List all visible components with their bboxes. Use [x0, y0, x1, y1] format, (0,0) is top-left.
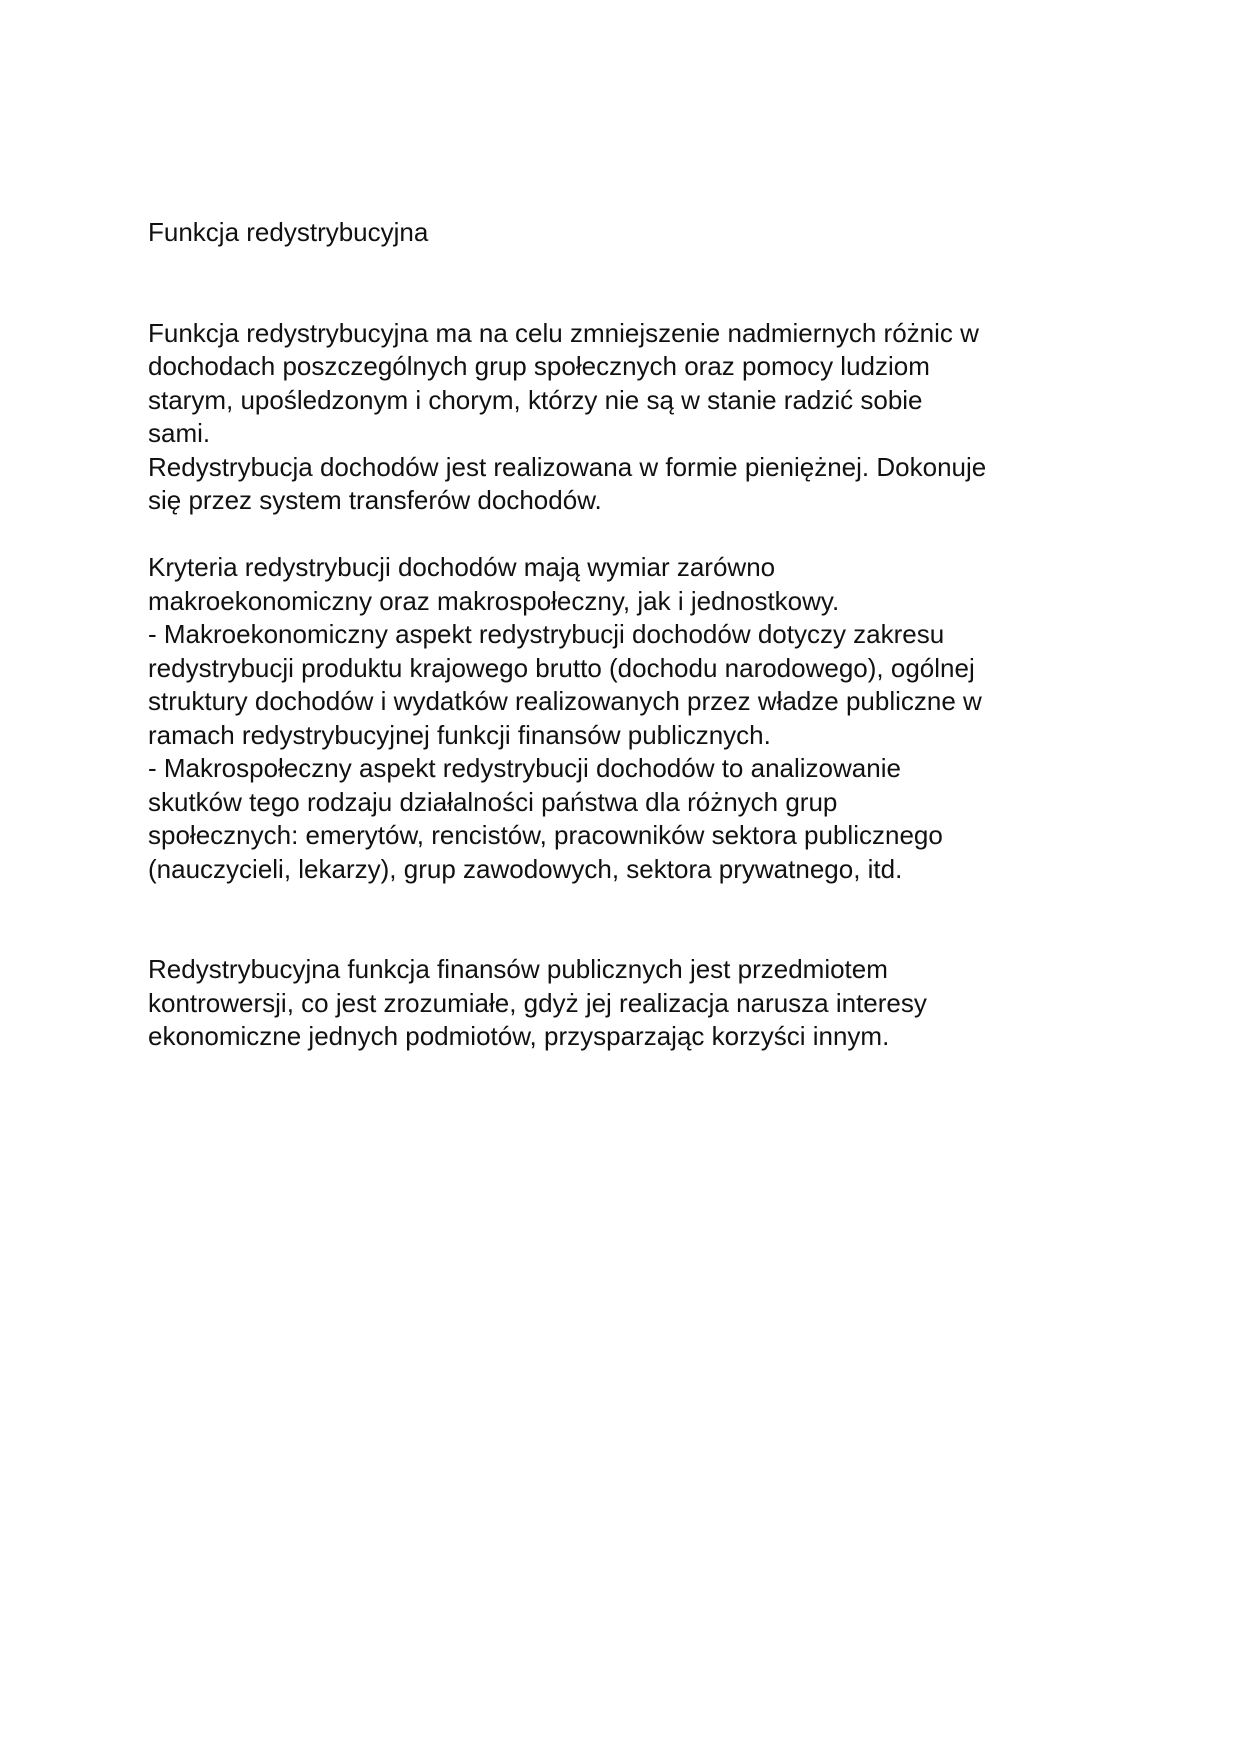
text-line: ekonomiczne jednych podmiotów, przysparzając korzyści innym. [148, 1021, 890, 1051]
text-line: - Makrospołeczny aspekt redystrybucji dochodów to analizowanie [148, 753, 901, 783]
text-line: się przez system transferów dochodów. [148, 485, 602, 515]
text-line: ramach redystrybucyjnej funkcji finansów publicznych. [148, 719, 771, 750]
text-line: Kryteria redystrybucji dochodów mają wymiar zarówno [148, 552, 776, 582]
document-body [148, 216, 1108, 1054]
text-line: dochodach poszczególnych grup społecznych oraz pomocy ludziom [148, 351, 930, 381]
spacer [148, 250, 1108, 317]
text-line: (nauczycieli, lekarzy), grup zawodowych, sektora prywatnego, itd. [148, 853, 903, 884]
text-line: sami. [148, 418, 211, 448]
paragraph-controversy [148, 953, 1108, 1054]
spacer [148, 518, 1108, 552]
text-line: Redystrybucyjna funkcja finansów publicznych jest przedmiotem [148, 954, 888, 984]
text-line: - Makroekonomiczny aspekt redystrybucji dochodów dotyczy zakresu [148, 619, 945, 649]
paragraph-intro [148, 317, 1108, 518]
spacer [148, 886, 1108, 953]
text-line: struktury dochodów i wydatków realizowanych przez władze publiczne w [148, 686, 982, 716]
text-line: Funkcja redystrybucyjna ma na celu zmniejszenie nadmiernych różnic w [148, 317, 979, 348]
document-title: Funkcja redystrybucyjna [148, 217, 429, 247]
text-line: starym, upośledzonym i chorym, którzy nie są w stanie radzić sobie [148, 384, 923, 415]
paragraph-criteria [148, 551, 1108, 886]
text-line: redystrybucji produktu krajowego brutto (dochodu narodowego), ogólnej [148, 652, 975, 683]
text-line: Redystrybucja dochodów jest realizowana w formie pieniężnej. Dokonuje [148, 451, 987, 482]
text-line: kontrowersji, co jest zrozumiałe, gdyż jej realizacja narusza interesy [148, 987, 927, 1018]
text-line: społecznych: emerytów, rencistów, pracowników sektora publicznego [148, 820, 943, 850]
text-line: makroekonomiczny oraz makrospołeczny, jak i jednostkowy. [148, 585, 840, 616]
text-line: skutków tego rodzaju działalności państwa dla różnych grup [148, 786, 838, 817]
